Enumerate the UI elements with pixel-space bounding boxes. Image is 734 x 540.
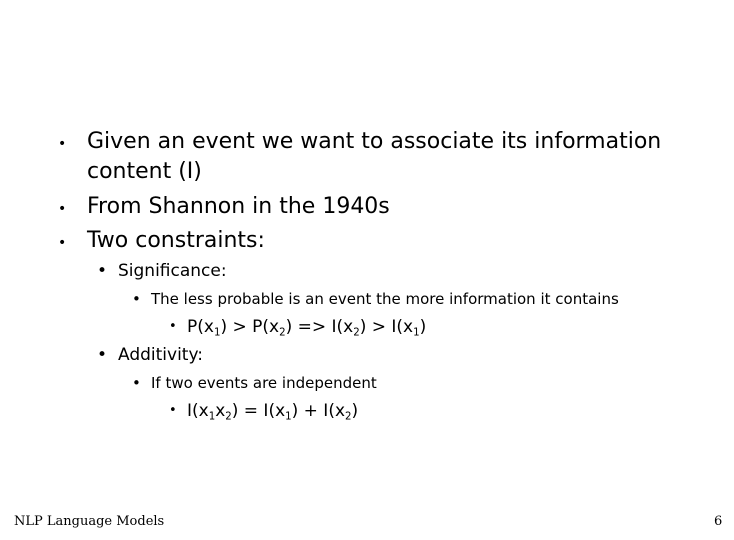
formula-text: $I(x_1x_2) = I(x_1) + I(x_2)$ (187, 401, 359, 423)
bullet-dot: • (58, 201, 67, 217)
footer-title: NLP Language Models (14, 514, 165, 529)
bullet-dot: • (132, 290, 141, 308)
bullet-text: Significance: (118, 261, 227, 281)
bullet-dot: • (169, 319, 177, 334)
page-number: 6 (714, 514, 723, 529)
formula-text: $P(x_1) > P(x_2) => I(x_2) > I(x_1)$ (187, 317, 427, 339)
bullet-dot: • (58, 136, 67, 152)
bullet-text: If two events are independent (151, 374, 377, 392)
bullet-dot: • (169, 403, 177, 418)
bullet-dot: • (97, 345, 108, 365)
bullet-dot: • (132, 374, 141, 392)
bullet-text: content (I) (87, 159, 202, 184)
bullet-item-continuation (87, 156, 202, 188)
bullet-text: From Shannon in the 1940s (87, 194, 390, 219)
bullet-text: Given an event we want to associate its information (87, 129, 662, 154)
bullet-dot: • (97, 261, 108, 281)
bullet-text: Two constraints: (87, 228, 265, 253)
bullet-text: Additivity: (118, 345, 204, 365)
bullet-text: The less probable is an event the more information it contains (151, 290, 619, 308)
bullet-dot: • (58, 235, 67, 251)
